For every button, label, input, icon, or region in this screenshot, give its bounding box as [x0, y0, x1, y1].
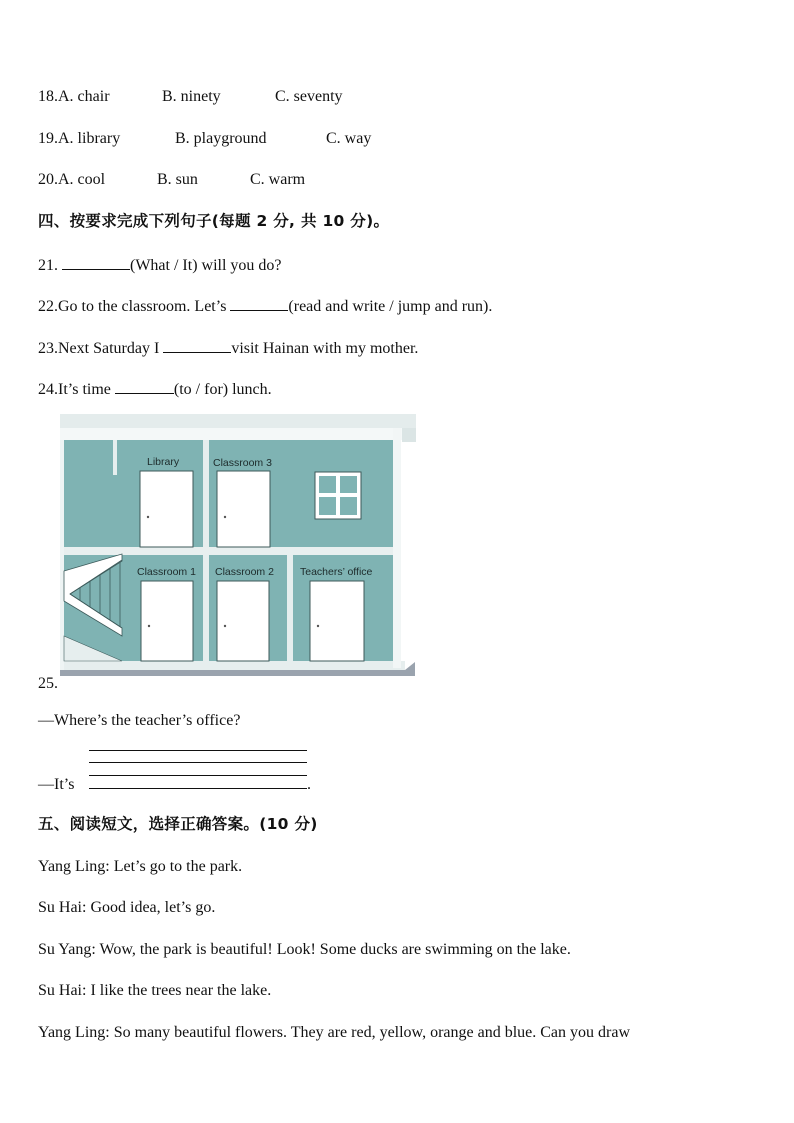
room-divider: [203, 555, 209, 661]
question-19: [38, 129, 371, 149]
question-21: [38, 254, 282, 276]
answer-blank[interactable]: [230, 295, 288, 311]
speaker: Su Hai:: [38, 982, 87, 999]
sentence-end: (read and write / jump and run).: [288, 298, 493, 315]
speaker: Yang Ling:: [38, 858, 110, 875]
sentence-start: Go to the classroom. Let’s: [58, 298, 231, 315]
speaker: Su Hai:: [38, 899, 87, 916]
speaker: Su Yang:: [38, 941, 96, 958]
answer-period: .: [307, 776, 311, 793]
question-20: [38, 170, 305, 190]
room-divider: [203, 440, 209, 547]
question-25-number: 25.: [38, 675, 58, 692]
question-23: [38, 337, 418, 359]
question-number: 24.: [38, 381, 58, 398]
question-number: 23.: [38, 340, 58, 357]
door-classroom-2: [217, 581, 269, 661]
option-c: C. warm: [250, 171, 306, 188]
sentence-start: It’s time: [58, 381, 115, 398]
question-number: 18.: [38, 88, 58, 105]
dialogue-line: [38, 981, 271, 1001]
dialogue-line: [38, 857, 242, 877]
room-label-library: Library: [147, 456, 180, 468]
sentence-end: (What / It) will you do?: [130, 257, 282, 274]
answer-blank[interactable]: [62, 254, 130, 270]
option-a: A. chair: [58, 88, 110, 105]
option-c: C. way: [326, 130, 372, 147]
room-label-classroom-1: Classroom 1: [137, 566, 196, 578]
utterance: So many beautiful flowers. They are red, yellow, orange and blue. Can you draw: [109, 1024, 631, 1041]
option-b: B. ninety: [162, 88, 221, 105]
floor-slab: [60, 547, 400, 555]
window: [315, 472, 361, 519]
right-pillar: [393, 428, 401, 668]
option-b: B. sun: [157, 171, 198, 188]
section-4-heading: 四、按要求完成下列句子(每题 2 分, 共 10 分)。: [38, 212, 390, 230]
utterance: Wow, the park is beautiful! Look! Some ducks are swimming on the lake.: [95, 941, 571, 958]
speaker: Yang Ling:: [38, 1024, 110, 1041]
option-a: A. library: [58, 130, 121, 147]
room-label-classroom-2: Classroom 2: [215, 566, 274, 578]
room-divider: [287, 555, 293, 661]
answer-line[interactable]: [89, 762, 307, 763]
utterance: Let’s go to the park.: [109, 858, 243, 875]
school-building-picture: [60, 414, 418, 686]
sentence-end: visit Hainan with my mother.: [231, 340, 419, 357]
question-25-prompt: —Where’s the teacher’s office?: [38, 712, 241, 729]
question-number: 19.: [38, 130, 58, 147]
option-a: A. cool: [58, 171, 106, 188]
pillar-cap: [402, 428, 416, 442]
room-label-classroom-3: Classroom 3: [213, 457, 272, 469]
section-5-heading: 五、阅读短文，选择正确答案。(10 分): [38, 815, 318, 833]
door-library: [140, 471, 193, 547]
dialogue-line: [38, 940, 571, 960]
answer-line[interactable]: [89, 750, 307, 751]
answer-blank[interactable]: [115, 378, 174, 394]
ceiling-strip: [60, 428, 416, 440]
question-22: [38, 295, 492, 317]
wall-post: [113, 440, 117, 475]
dialogue-line: [38, 1023, 630, 1043]
answer-line[interactable]: [89, 788, 307, 789]
utterance: I like the trees near the lake.: [86, 982, 272, 999]
ground-floor-strip: [60, 661, 405, 670]
answer-blank[interactable]: [163, 337, 231, 353]
option-b: B. playground: [175, 130, 267, 147]
answer-prefix: —It’s: [38, 776, 75, 793]
sentence-end: (to / for) lunch.: [173, 381, 272, 398]
sentence-start: Next Saturday I: [58, 340, 164, 357]
door-teachers-office: [310, 581, 364, 661]
room-label-teachers-office: Teachers’ office: [300, 566, 373, 578]
door-classroom-1: [141, 581, 193, 661]
dialogue-line: [38, 898, 215, 918]
roof-beam: [60, 414, 416, 428]
question-18: [38, 87, 343, 107]
question-number: 20.: [38, 171, 58, 188]
option-c: C. seventy: [275, 88, 343, 105]
utterance: Good idea, let’s go.: [86, 899, 216, 916]
question-number: 21.: [38, 257, 58, 274]
question-24: [38, 378, 272, 400]
question-number: 22.: [38, 298, 58, 315]
answer-line[interactable]: [89, 775, 307, 776]
door-classroom-3: [217, 471, 270, 547]
